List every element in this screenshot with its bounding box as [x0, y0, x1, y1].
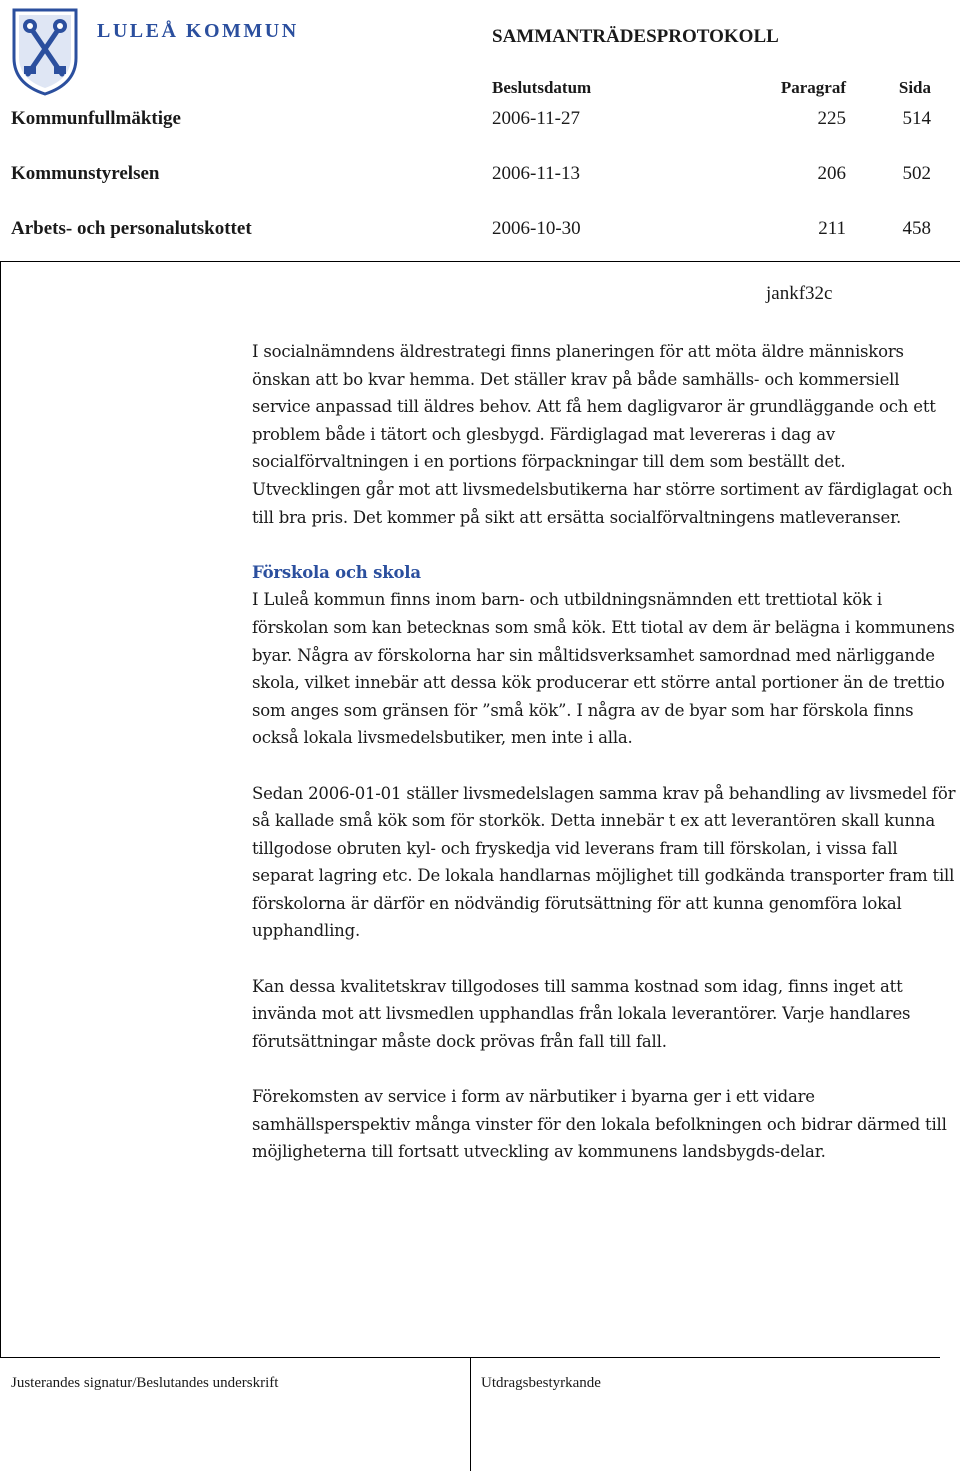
meeting-page: 458 [902, 218, 931, 239]
meeting-paragraph: 225 [817, 108, 846, 129]
paragraph: Kan dessa kvalitetskrav tillgodoses till samma kostnad som idag, finns inget att invända mot att livsmedlen upphandlas från lokala leverantörer. Varje handlares förutsättningar måste dock prövas från fall till fall. [252, 976, 911, 1051]
frame-top-border [0, 261, 960, 262]
document-type: SAMMANTRÄDESPROTOKOLL [492, 26, 779, 47]
meeting-date: 2006-10-30 [492, 218, 581, 239]
org-name: LULEÅ KOMMUN [97, 20, 299, 42]
paragraph: I socialnämndens äldrestrategi finns planeringen för att möta äldre människors önskan att bo kvar hemma. Det ställer krav på både samhälls- och kommersiell service anpassad till äldres behov. Att få hem dagligvaror är grundläggande och ett problem både i tätort och glesbygd. Färdiglagad mat levereras i dag av socialförvaltningen i en portions förpackningar till dem som beställt det. Utvecklingen går mot att livsmedelsbutikerna har större sortiment av färdiglagat och till bra pris. Det kommer på sikt att ersätta socialförvaltningens matleveranser. [252, 342, 953, 527]
frame-left-border [0, 261, 1, 1358]
meeting-row [0, 108, 960, 138]
coat-of-arms-icon [10, 6, 80, 96]
column-header-page: Sida [898, 78, 931, 97]
column-header-date: Beslutsdatum [492, 78, 592, 97]
meeting-date: 2006-11-27 [492, 108, 580, 129]
paragraph: Sedan 2006-01-01 ställer livsmedelslagen samma krav på behandling av livsmedel för så kallade små kök som för storkök. Detta innebär t ex att leverantören skall kunna tillgodose obruten kyl- och fryskedja vid leverans fram till förskolan, i vissa fall separat lagring etc. De lokala handlarnas möjlighet till godkända transporter fram till förskolorna är därför en nödvändig förutsättning för att kunna genomföra lokal upphandling. [252, 783, 956, 941]
meeting-paragraph: 206 [817, 163, 846, 184]
meeting-paragraph: 211 [818, 218, 846, 239]
meeting-body: Kommunstyrelsen [11, 163, 160, 184]
meeting-page: 502 [902, 163, 931, 184]
footer-separator [470, 1357, 471, 1471]
section-heading: Förskola och skola [252, 562, 421, 582]
column-header-paragraph: Paragraf [780, 78, 846, 97]
extract-certification-label: Utdragsbestyrkande [481, 1375, 601, 1391]
document-body [252, 338, 956, 1193]
meeting-row [0, 218, 960, 248]
meeting-body: Kommunfullmäktige [11, 108, 181, 129]
paragraph: Förekomsten av service i form av närbutiker i byarna ger i ett vidare samhällsperspektiv många vinster för den lokala befolkningen och bidrar därmed till möjligheterna till fortsatt utveckling av kommunens landsbygds-delar. [252, 1087, 947, 1162]
meeting-page: 514 [902, 108, 931, 129]
meeting-date: 2006-11-13 [492, 163, 580, 184]
meeting-row [0, 163, 960, 193]
paragraph: I Luleå kommun finns inom barn- och utbildningsnämnden ett trettiotal kök i förskolan som kan betecknas som små kök. Ett tiotal av dem är belägna i kommunens byar. Några av förskolorna har sin måltidsverksamhet samordnad med närliggande skola, vilket innebär att dessa kök producerar ett större antal portioner än de trettio som anges som gränsen för ”små kök”. I några av de byar som har förskola finns också lokala livsmedelsbutiker, men inte i alla. [252, 590, 955, 748]
reference-code: jankf32c [766, 283, 833, 304]
signature-label: Justerandes signatur/Beslutandes underskrift [11, 1375, 279, 1391]
meeting-body: Arbets- och personalutskottet [11, 218, 252, 239]
